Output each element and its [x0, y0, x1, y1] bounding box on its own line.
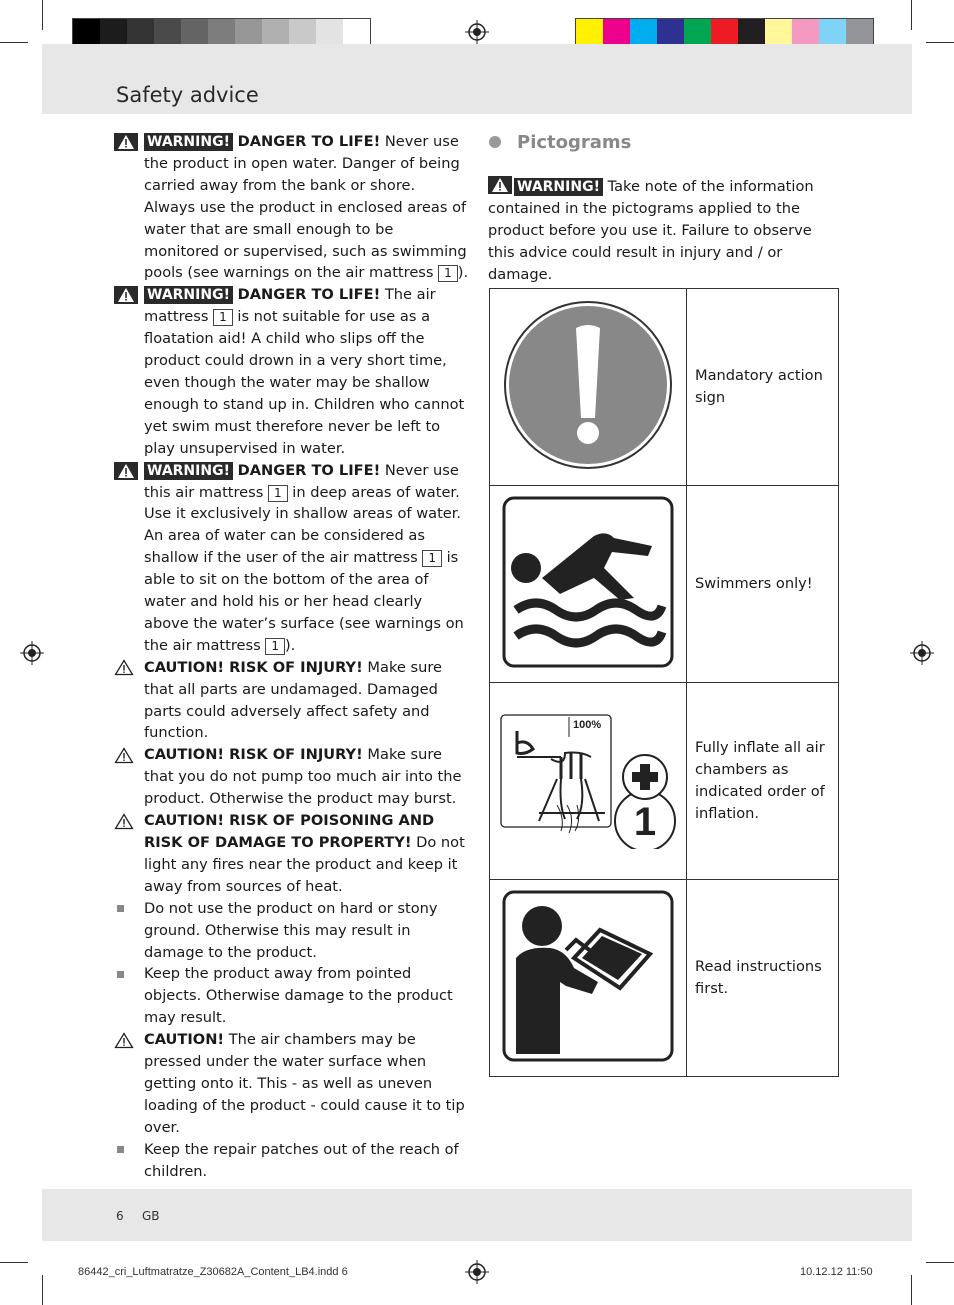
gray-swatch [127, 19, 154, 45]
item-text: The air mattress [144, 286, 436, 326]
page-title: Safety advice [116, 83, 259, 107]
danger-label: DANGER TO LIFE! [237, 286, 381, 304]
color-swatch [738, 19, 765, 45]
registration-mark-icon [465, 1260, 489, 1284]
table-row [490, 289, 839, 486]
gray-swatch [73, 19, 100, 45]
list-item [114, 460, 470, 657]
gray-scale-bar [72, 18, 371, 46]
list-item [114, 810, 470, 898]
caution-icon [114, 659, 134, 676]
crop-mark [42, 0, 43, 30]
pictograms-intro [488, 176, 838, 286]
color-swatch [765, 19, 792, 45]
item-text: The air chambers may be pressed under the water surface when getting onto it. This - as well as uneven loading of the product - could cause it to tip over. [144, 1031, 465, 1136]
pictogram-label: Mandatory action sign [687, 289, 839, 486]
bullet-square-icon [117, 971, 124, 978]
table-row [490, 880, 839, 1077]
caution-label: CAUTION! RISK OF INJURY! [144, 746, 363, 764]
danger-label: DANGER TO LIFE! [237, 461, 381, 479]
color-swatch [711, 19, 738, 45]
color-swatch [846, 19, 873, 45]
crop-mark [0, 42, 28, 43]
inflate-order-icon [495, 709, 681, 849]
language-code: GB [142, 1209, 160, 1223]
section-title: Pictograms [517, 131, 632, 153]
caution-icon [114, 1032, 134, 1049]
registration-mark-icon [20, 641, 44, 665]
gray-swatch [208, 19, 235, 45]
crop-mark [911, 1275, 912, 1305]
item-text: in deep areas of water. Use it exclusively in shallow areas of water. An area of water can be considered as shallow if the user of the air mattress [144, 483, 462, 567]
item-text: is not suitable for use as a floatation aid! A child who slips off the product could drown in a very short time, even though the water may be shallow enough to stand up in. Children who cannot yet swim must therefore never be left to play unsupervised in water. [144, 308, 465, 457]
gray-swatch [181, 19, 208, 45]
ref-number: 1 [438, 265, 458, 282]
caution-label: CAUTION! RISK OF POISONING AND RISK OF DAMAGE TO PROPERTY! [144, 812, 435, 851]
list-item [114, 1029, 470, 1139]
slug-filename: 86442_cri_Luftmatratze_Z30682A_Content_LB4.indd 6 [78, 1266, 348, 1278]
item-text: Keep the product away from pointed objects. Otherwise damage to the product may result. [144, 965, 453, 1027]
danger-label: DANGER TO LIFE! [237, 133, 381, 150]
caution-label: CAUTION! RISK OF INJURY! [144, 658, 363, 676]
table-row [490, 486, 839, 683]
item-text: Never use this air mattress [144, 461, 459, 501]
list-item [114, 131, 470, 284]
item-text: ). [284, 636, 296, 654]
list-item [114, 657, 470, 745]
item-text: is able to sit on the bottom of the area of water and hold his or her head clearly above the water’s surface (see warnings on the air mattress [144, 549, 464, 654]
warning-badge: WARNING! [144, 286, 233, 304]
ref-number: 1 [213, 309, 233, 326]
crop-mark [911, 0, 912, 30]
color-swatch [819, 19, 846, 45]
list-item [114, 1139, 470, 1183]
item-text: ). [457, 264, 469, 282]
pictogram-label: Read instructions first. [687, 880, 839, 1077]
color-swatch [630, 19, 657, 45]
warning-badge: WARNING! [144, 133, 233, 151]
pictograms-section [488, 130, 838, 286]
color-swatch [684, 19, 711, 45]
item-text: Keep the repair patches out of the reach of children. [144, 1140, 459, 1180]
caution-icon [114, 747, 134, 764]
section-heading [488, 130, 838, 154]
ref-number: 1 [268, 485, 288, 502]
pictogram-label: Swimmers only! [687, 486, 839, 683]
registration-mark-icon [465, 20, 489, 44]
warning-badge: WARNING! [144, 462, 233, 480]
bullet-square-icon [117, 905, 124, 912]
caution-icon [114, 813, 134, 830]
page-number: 6 [116, 1209, 124, 1223]
registration-mark-icon [910, 641, 934, 665]
list-item [114, 963, 470, 1029]
intro-text: Take note of the information contained in the pictograms applied to the product before you use it. Failure to observe this advice could result in injury and / or damage. [488, 178, 814, 283]
bullet-dot-icon [489, 136, 501, 148]
percent-label: 100% [573, 719, 602, 731]
item-text: Make sure that you do not pump too much air into the product. Otherwise the product may burst. [144, 746, 462, 808]
warning-icon [114, 133, 138, 151]
process-color-bar [575, 18, 874, 46]
caution-label: CAUTION! [144, 1031, 225, 1049]
warning-icon [114, 462, 138, 480]
warning-icon [114, 286, 138, 304]
pictogram-cell [490, 683, 687, 880]
list-item [114, 898, 470, 964]
gray-swatch [154, 19, 181, 45]
ref-number: 1 [265, 638, 285, 655]
crop-mark [926, 42, 954, 43]
swimmer-icon [502, 496, 674, 668]
item-text: Never use the product in open water. Danger of being carried away from the bank or shore. Always use the product in enclosed areas of water that are small enough to be monitored or supervised, such as swimming pools (see warnings on the air mattress [144, 133, 467, 282]
gray-swatch [235, 19, 262, 45]
crop-mark [0, 1262, 28, 1263]
color-swatch [603, 19, 630, 45]
list-item [114, 284, 470, 459]
pictogram-table [489, 288, 839, 1077]
pictogram-cell [490, 880, 687, 1077]
crop-mark [42, 1275, 43, 1305]
pictogram-cell [490, 486, 687, 683]
gray-swatch [343, 19, 370, 45]
item-text: Do not use the product on hard or stony ground. Otherwise this may result in damage to the product. [144, 899, 438, 961]
color-swatch [792, 19, 819, 45]
pictogram-cell [490, 289, 687, 486]
color-swatch [657, 19, 684, 45]
gray-swatch [100, 19, 127, 45]
crop-mark [926, 1262, 954, 1263]
read-instructions-icon [502, 890, 674, 1062]
bullet-square-icon [117, 1146, 124, 1153]
safety-list [114, 131, 470, 1183]
color-swatch [576, 19, 603, 45]
gray-swatch [289, 19, 316, 45]
order-number: 1 [633, 800, 657, 844]
warning-icon [488, 176, 512, 194]
gray-swatch [262, 19, 289, 45]
pictogram-label: Fully inflate all air chambers as indicated order of inflation. [687, 683, 839, 880]
mandatory-action-icon [503, 300, 673, 470]
warning-badge: WARNING! [514, 178, 603, 196]
item-text: Do not light any fires near the product and keep it away from sources of heat. [144, 834, 465, 895]
footer-band [42, 1189, 912, 1241]
item-text: Make sure that all parts are undamaged. Damaged parts could adversely affect safety and function. [144, 658, 442, 742]
slug-date: 10.12.12 11:50 [800, 1266, 873, 1278]
gray-swatch [316, 19, 343, 45]
table-row [490, 683, 839, 880]
list-item [114, 744, 470, 810]
ref-number: 1 [422, 550, 442, 567]
